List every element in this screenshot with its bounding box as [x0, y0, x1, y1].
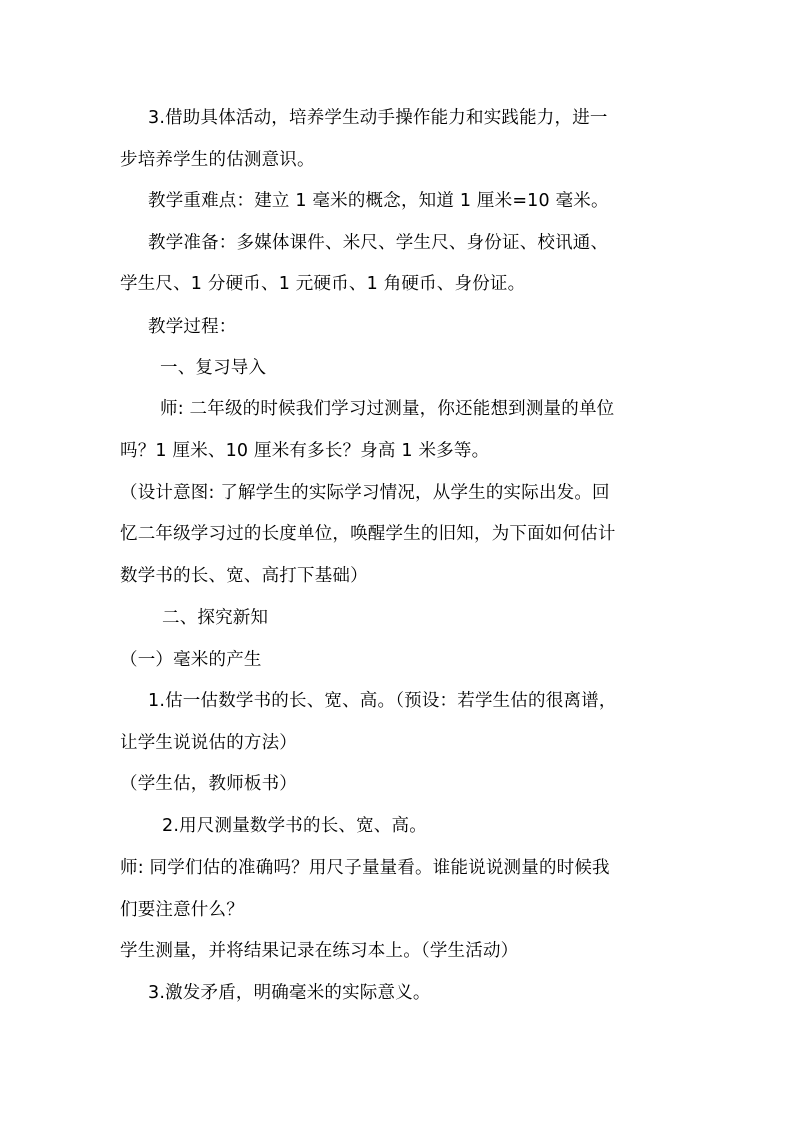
text-line: 教学过程：: [148, 317, 237, 337]
text-line: 3.激发矛盾，明确毫米的实际意义。: [148, 983, 431, 1003]
text-line: 2.用尺测量数学书的长、宽、高。: [162, 816, 427, 836]
text-line: 学生尺、1 分硬币、1 元硬币、1 角硬币、身份证。: [120, 274, 526, 294]
text-line: （设计意图: 了解学生的实际学习情况，从学生的实际出发。回: [120, 483, 610, 503]
text-line: 吗？1 厘米、10 厘米有多长？身高 1 米多等。: [120, 441, 490, 461]
text-line: 教学准备：多媒体课件、米尺、学生尺、身份证、校讯通、: [148, 233, 609, 253]
section-heading: 二、探究新知: [162, 608, 269, 628]
text-line: （学生估，教师板书）: [120, 774, 297, 794]
text-line: 们要注意什么？: [120, 900, 244, 920]
text-line: 师: 二年级的时候我们学习过测量，你还能想到测量的单位: [160, 399, 615, 419]
text-line: 教学重难点：建立 1 毫米的概念，知道 1 厘米=10 毫米。: [148, 191, 609, 211]
text-line: 学生测量，并将结果记录在练习本上。（学生活动）: [120, 941, 519, 961]
text-line: 数学书的长、宽、高打下基础）: [120, 566, 368, 586]
text-line: 让学生说说估的方法）: [120, 733, 297, 753]
text-line: 1.估一估数学书的长、宽、高。（预设：若学生估的很离谱，: [148, 691, 617, 711]
text-line: 师: 同学们估的准确吗？用尺子量量看。谁能说说测量的时候我: [120, 858, 610, 878]
subsection-heading: （一）毫米的产生: [120, 650, 262, 670]
text-line: 步培养学生的估测意识。: [120, 150, 315, 170]
section-heading: 一、复习导入: [160, 358, 267, 378]
text-line: 3.借助具体活动，培养学生动手操作能力和实践能力，进一: [148, 108, 608, 128]
text-line: 忆二年级学习过的长度单位，唤醒学生的旧知，为下面如何估计: [120, 524, 616, 544]
